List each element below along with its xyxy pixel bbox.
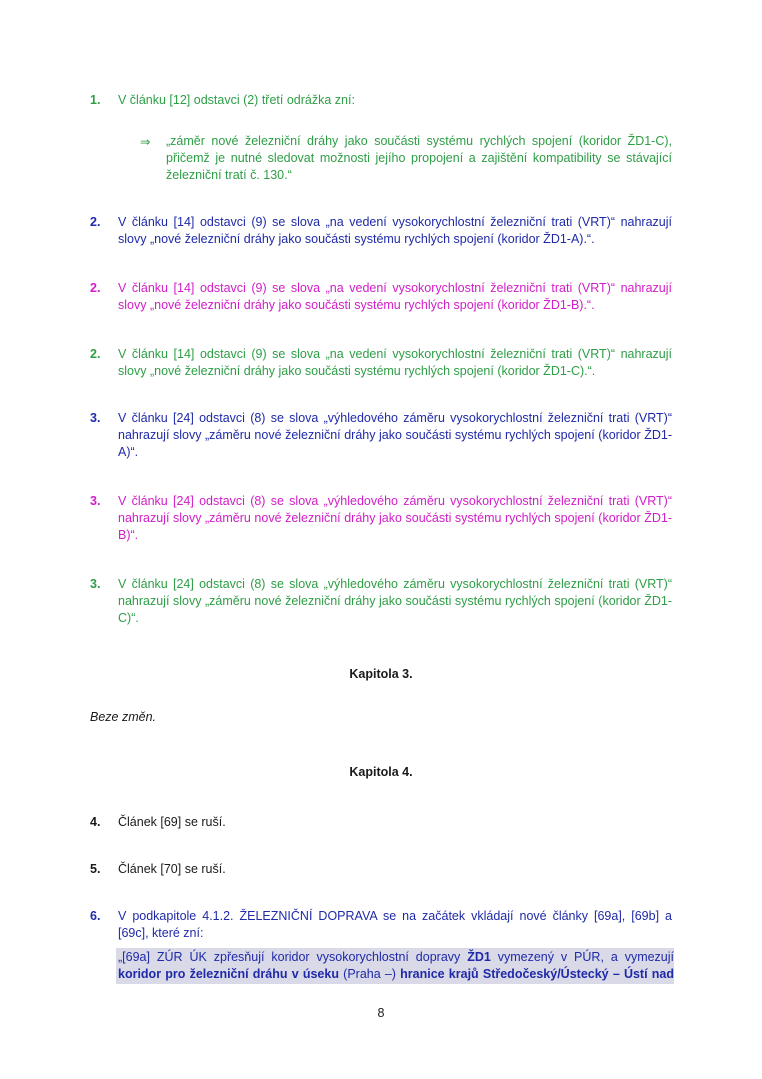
item-number: 5. xyxy=(90,862,101,876)
quoted-article-69a xyxy=(116,948,674,984)
item-number: 2. xyxy=(90,281,101,295)
quote-bold-1: ŽD1 xyxy=(467,950,491,964)
item-number: 2. xyxy=(90,215,101,229)
item-number: 4. xyxy=(90,815,101,829)
subitem-text: „záměr nové železniční dráhy jako součásti systému rychlých spojení (koridor ŽD1-C), přičemž je nutné sledovat možnosti jejího propojení a zajištění kompatibility se stávající železniční tratí č. 130.“ xyxy=(166,134,672,182)
amendment-item-2c xyxy=(90,346,672,380)
arrow-icon: ⇒ xyxy=(140,134,151,149)
quote-part-2: vymezený v PÚR, a vymezují xyxy=(490,950,675,964)
item-number: 6. xyxy=(90,909,101,923)
quote-part-1: „[69a] ZÚR ÚK zpřesňují koridor vysokorychlostní dopravy xyxy=(118,950,468,964)
item-number: 3. xyxy=(90,494,101,508)
item-text: V podkapitole 4.1.2. ŽELEZNIČNÍ DOPRAVA se na začátek vkládají nové články [69a], [69b] a [69c], které zní: xyxy=(118,909,672,940)
item-text: V článku [12] odstavci (2) třetí odrážka zní: xyxy=(118,93,355,107)
no-changes-note: Beze změn. xyxy=(90,710,157,724)
item-number: 1. xyxy=(90,93,101,107)
item-text: V článku [24] odstavci (8) se slova „výhledového záměru vysokorychlostní železniční trati (VRT)“ nahrazují slovy „záměru nové železniční dráhy jako součásti systému rychlých spojení (koridor ŽD1-B)“. xyxy=(118,494,672,542)
chapter-3-heading: Kapitola 3. xyxy=(349,667,413,681)
quote-bold-3: hranice krajů Středočeský/Ústecký – Ústí nad xyxy=(400,967,674,981)
item-number: 2. xyxy=(90,347,101,361)
item-number: 3. xyxy=(90,577,101,591)
amendment-item-2b xyxy=(90,280,672,314)
item-text: V článku [14] odstavci (9) se slova „na vedení vysokorychlostní železniční trati (VRT)“ nahrazují slovy „nové železniční dráhy jako součásti systému rychlých spojení (koridor ŽD1-B).“. xyxy=(118,281,672,312)
item-text: V článku [14] odstavci (9) se slova „na vedení vysokorychlostní železniční trati (VRT)“ nahrazují slovy „nové železniční dráhy jako součásti systému rychlých spojení (koridor ŽD1-A).“. xyxy=(118,215,672,246)
quote-bold-2: koridor pro železniční dráhu v úseku xyxy=(118,967,339,981)
amendment-item-3a xyxy=(90,410,672,461)
item-text: Článek [69] se ruší. xyxy=(118,815,226,829)
item-text: V článku [24] odstavci (8) se slova „výhledového záměru vysokorychlostní železniční trati (VRT)“ nahrazují slovy „záměru nové železniční dráhy jako součásti systému rychlých spojení (koridor ŽD1-A)“. xyxy=(118,411,672,459)
quote-part-3: (Praha –) xyxy=(338,967,401,981)
item-number: 3. xyxy=(90,411,101,425)
item-text: V článku [14] odstavci (9) se slova „na vedení vysokorychlostní železniční trati (VRT)“ nahrazují slovy „nové železniční dráhy jako součásti systému rychlých spojení (koridor ŽD1-C).“. xyxy=(118,347,672,378)
amendment-item-3b xyxy=(90,493,672,544)
page-number: 8 xyxy=(377,1006,385,1020)
amendment-item-5 xyxy=(90,861,672,878)
item-text: Článek [70] se ruší. xyxy=(118,862,226,876)
amendment-item-1 xyxy=(90,92,672,109)
amendment-subitem xyxy=(140,133,672,184)
amendment-item-3c xyxy=(90,576,672,627)
amendment-item-2a xyxy=(90,214,672,248)
chapter-4-heading: Kapitola 4. xyxy=(349,765,413,779)
item-text: V článku [24] odstavci (8) se slova „výhledového záměru vysokorychlostní železniční trati (VRT)“ nahrazují slovy „záměru nové železniční dráhy jako součásti systému rychlých spojení (koridor ŽD1-C)“. xyxy=(118,577,672,625)
amendment-item-6 xyxy=(90,908,672,942)
amendment-item-4 xyxy=(90,814,672,831)
